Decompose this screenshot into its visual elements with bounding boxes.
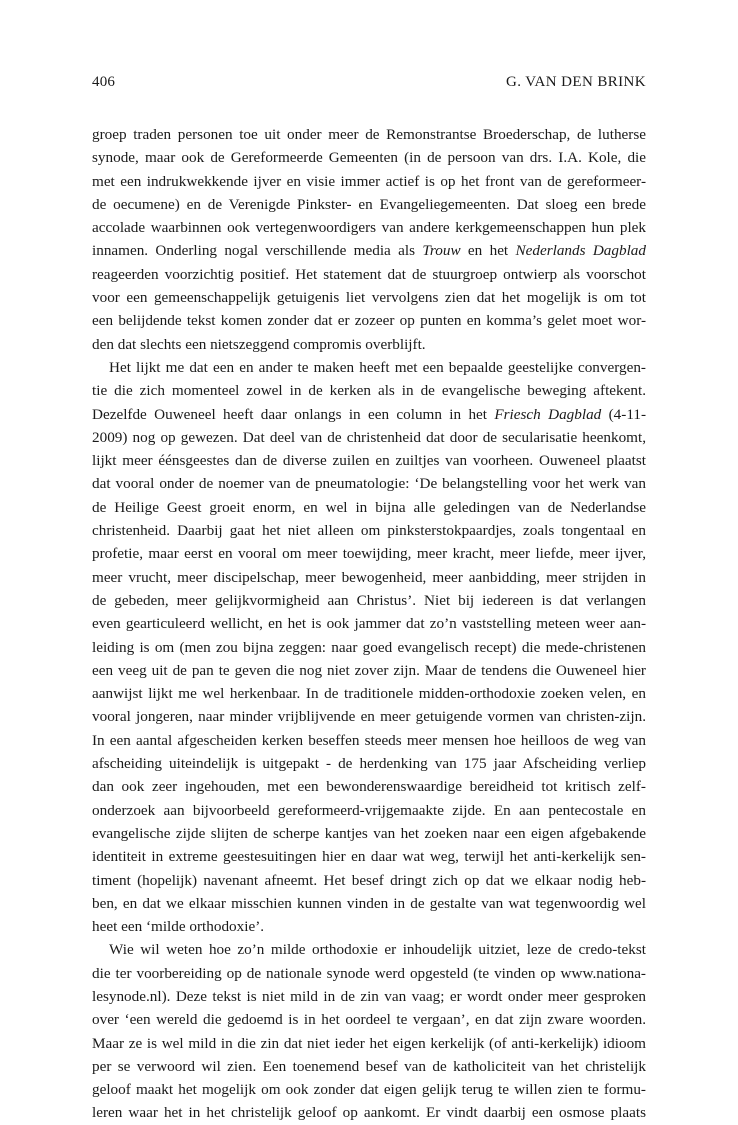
- text-line: met een indrukwekkende ijver en visie immer actief is op het front van de gereformeer-: [92, 172, 646, 190]
- text-line: een belijdende tekst komen zonder dat er zozeer op punten en komma’s gelet moet wor-: [92, 312, 646, 330]
- text-line: Maar ze is wel mild in die zin dat niet ieder het eigen kerkelijk (of anti-kerkelijk) idioom: [92, 1034, 646, 1052]
- text-line: timent (hopelijk) navenant afneemt. Het besef dringt zich op dat we elkaar nodig heb-: [92, 871, 646, 889]
- text-line: synode, maar ook de Gereformeerde Gemeenten (in de persoon van drs. I.A. Kole, die: [92, 149, 646, 167]
- text-line: Wie wil weten hoe zo’n milde orthodoxie er inhoudelijk uitziet, leze de credo-tekst: [109, 941, 646, 959]
- text-line: In een aantal afgescheiden kerken beseffen steeds meer mensen hoe heilloos de weg van: [92, 731, 646, 749]
- text-line: meer vrucht, meer discipelschap, meer bewogenheid, meer aanbidding, meer strijden in: [92, 568, 646, 586]
- text-line: leren waar het in het christelijk geloof op aankomt. Er vindt daarbij een osmose plaats: [92, 1104, 646, 1122]
- text-line: voor een gemeenschappelijk getuigenis liet vervolgens zien dat het mogelijk is om tot: [92, 289, 646, 307]
- text-line: accolade waarbinnen ook vertegenwoordigers van andere kerkgemeenschappen hun plek: [92, 219, 646, 237]
- text-line: die ter voorbereiding op de nationale synode werd opgesteld (te vinden op www.nationa-: [92, 964, 646, 982]
- text-line: ben, en dat we elkaar misschien kunnen vinden in de gestalte van wat tegenwoordig wel: [92, 894, 646, 912]
- text-line: christenheid. Daarbij gaat het niet alleen om pinksterstokpaardjes, zoals tongentaal en: [92, 522, 646, 540]
- text-line: over ‘een wereld die gedoemd is in het oordeel te vergaan’, en dat zijn zware woorden.: [92, 1011, 646, 1029]
- page-number: 406: [92, 74, 116, 90]
- text-line: vooral jongeren, naar minder vrijblijvende en meer getuigende vormen van christen-zijn.: [92, 708, 646, 726]
- text-line: Dezelfde Ouweneel heeft daar onlangs in een column in het Friesch Dagblad (4-11-: [92, 405, 646, 423]
- text-line: de Heilige Geest groeit enorm, en wel in bijna alle geledingen van de Nederlandse: [92, 498, 646, 516]
- text-line: evangelische zijde slijten de scherpe kantjes van het zoeken naar een eigen afgebakende: [92, 824, 646, 842]
- running-head-author: G. VAN DEN BRINK: [505, 74, 646, 90]
- text-line: de oecumene) en de Verenigde Pinkster- en Evangeliegemeenten. Dat sloeg een brede: [92, 195, 646, 213]
- publication-title: Trouw: [422, 242, 461, 260]
- text-line: Het lijkt me dat een en ander te maken heeft met een bepaalde geestelijke convergen-: [109, 358, 646, 376]
- text-line: lijkt meer éénsgeestes dan de diverse zuilen en zuiltjes van voorheen. Ouweneel plaatst: [92, 452, 646, 470]
- text-line: per se verwoord wil zien. Een toenemend besef van de katholiciteit van het christelijk: [92, 1057, 646, 1075]
- publication-title: Nederlands Dagblad: [515, 242, 646, 260]
- running-head: [92, 74, 646, 96]
- text-line: een veeg uit de pan te geven die nog niet zover zijn. Maar de tendens die Ouweneel hier: [92, 661, 646, 679]
- text-line: geloof maakt het mogelijk om ook zonder dat eigen gelijk terug te willen zien te formu-: [92, 1081, 646, 1099]
- text-line: lesynode.nl). Deze tekst is niet mild in de zin van vaag; er wordt onder meer gesproken: [92, 987, 646, 1005]
- text-line: den dat slechts een nietszeggend compromis overblijft.: [92, 335, 426, 353]
- text-line: reageerden voorzichtig positief. Het statement dat de stuurgroep ontwierp als voorschot: [92, 265, 646, 283]
- text-line: identiteit in extreme geestesuitingen hier en daar wat weg, terwijl het anti-kerkelijk sen-: [92, 848, 646, 866]
- publication-title: Friesch Dagblad: [494, 405, 602, 423]
- text-line: heet een ‘milde orthodoxie’.: [92, 918, 265, 936]
- book-page: [92, 74, 646, 1125]
- text-line: aanwijst lijkt me wel herkenbaar. In de traditionele midden-orthodoxie zoeken velen, en: [92, 685, 646, 703]
- text-line: de gebeden, meer gelijkvormigheid aan Christus’. Niet bij iedereen is dat verlangen: [92, 591, 646, 609]
- text-line: dat vooral onder de noemer van de pneumatologie: ‘De belangstelling voor het werk van: [92, 475, 646, 493]
- text-line: afscheiding uiteindelijk is uitgepakt - de herdenking van 175 jaar Afscheiding verliep: [92, 755, 646, 773]
- text-line: dan ook zeer ingehouden, met een bewonderenswaardige bereidheid tot kritisch zelf-: [92, 778, 646, 796]
- text-line: leiding is om (men zou bijna zeggen: naar goed evangelisch recept) die mede-christenen: [92, 638, 646, 656]
- text-line: profetie, maar eerst en vooral om meer toewijding, meer kracht, meer liefde, meer ijver,: [92, 545, 646, 563]
- text-line: onderzoek aan bijvoorbeeld gereformeerd-vrijgemaakte zijde. En aan pentecostale en: [92, 801, 646, 819]
- text-line: 2009) nog op gewezen. Dat deel van de christenheid dat door de secularisatie heenkomt,: [92, 428, 646, 446]
- text-line: even gearticuleerd wellicht, en het is ook jammer dat zo’n vaststelling meteen weer aan-: [92, 615, 646, 633]
- text-line: tie die zich momenteel zowel in de kerken als in de evangelische beweging aftekent.: [92, 382, 646, 400]
- body-text: [92, 123, 646, 1125]
- text-line: groep traden personen toe uit onder meer de Remonstrantse Broederschap, de lutherse: [92, 126, 646, 143]
- text-line: innamen. Onderling nogal verschillende media als Trouw en het Nederlands Dagblad: [92, 242, 646, 260]
